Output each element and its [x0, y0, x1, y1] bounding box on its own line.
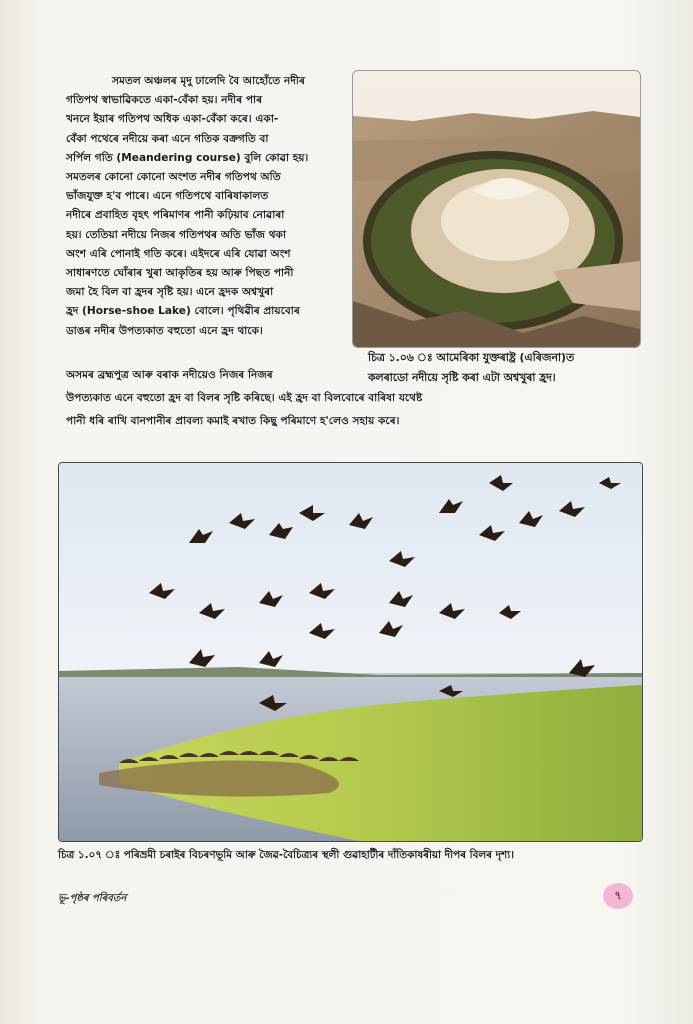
horseshoe-bend-illustration [353, 71, 640, 347]
paragraph-line: বেঁকা পথেৰে নদীয়ে কৰা এনে গতিক বক্ৰগতি বা [66, 132, 269, 145]
paragraph-line: সমতল অঞ্চলৰ মৃদু ঢালেদি বৈ আহোঁতে নদীৰ [112, 75, 305, 87]
horseshoe-lake-photo [352, 70, 641, 348]
body-paragraph [66, 72, 350, 341]
body-text-line: অসমৰ ব্ৰহ্মপুত্ৰ আৰু বৰাক নদীয়েও নিজৰ নিজৰ [66, 369, 273, 381]
paragraph-line: গতিপথ স্বাভাৱিকতে একা-বেঁকা হয়। নদীৰ পাৰ [66, 94, 263, 107]
paragraph-line: সৰ্পিল গতি (Meandering course) বুলি কোৱা হয়। [66, 151, 309, 164]
paragraph-line: জমা হৈ বিল বা হ্ৰদৰ সৃষ্টি হয়। এনে হ্ৰদক অশ্বখুৰা [66, 286, 274, 299]
body-text-line: পানী ধৰি ৰাখি বানপানীৰ প্ৰাবল্য কমাই ৰখাত কিছু পৰিমাণে হ'লেও সহায় কৰে। [66, 415, 400, 427]
paragraph-line: ডাঙৰ নদীৰ উপত্যকাত বহুতো এনে হ্ৰদ থাকে। [66, 324, 263, 337]
wetland-birds-photo [58, 462, 643, 842]
paragraph-line: সাধাৰণতে ঘোঁৰাৰ খুৰা আকৃতিৰ হয় আৰু পিছত পানী [66, 267, 294, 280]
paragraph-line: খননে ইয়াৰ গতিপথ অধিক একা-বেঁকা কৰে। একা- [66, 113, 279, 126]
body-text-line: উপত্যকাত এনে বহুতো হ্ৰদ বা বিলৰ সৃষ্টি কৰিছে। এই হ্ৰদ বা বিলবোৰে বাৰিষা যথেষ্ট [66, 392, 423, 404]
paragraph-line: হয়। তেতিয়া নদীয়ে নিজৰ গতিপথৰ অতি ভাঁজ থকা [66, 228, 287, 241]
paragraph-line: সমতলৰ কোনো কোনো অংশত নদীৰ গতিপথ অতি [66, 171, 281, 184]
paragraph-line: নদীৰে প্ৰবাহিত বৃহৎ পৰিমাণৰ পানী কঢ়িয়াব নোৱাৰা [66, 209, 285, 222]
figure-caption-2: চিত্ৰ ১.০৭ ঃ পৰিভ্ৰমী চৰাইৰ বিচৰণভূমি আৰু জৈৱ-বৈচিত্ৰ্যৰ স্থলী গুৱাহাটীৰ দাঁতিকাষৰীয়া দীপৰ বিলৰ দৃশ্য। [58, 849, 514, 861]
chapter-footer: ভূ-পৃষ্ঠৰ পৰিবৰ্তন [58, 893, 127, 904]
paragraph-line: ভাঁজযুক্ত হ'ব পাৰে। এনে গতিপথে বাৰিষাকালত [66, 190, 269, 203]
caption-line: কলৰাডো নদীয়ে সৃষ্টি কৰা এটা অশ্বখুৰা হ্ৰদ। [368, 371, 556, 384]
paragraph-line: অংশ এৰি পোনাই গতি কৰে। এইদৰে এৰি যোৱা অংশ [66, 247, 291, 260]
paragraph-line: হ্ৰদ (Horse-shoe Lake) বোলে। পৃথিৱীৰ প্ৰায়বোৰ [66, 305, 300, 318]
caption-line: চিত্ৰ ১.০৬ ঃ আমেৰিকা যুক্তৰাষ্ট্ৰ (এৰিজনা)ত [368, 351, 575, 364]
page-number-badge: ৭ [603, 883, 633, 909]
birds-over-wetland-illustration [59, 463, 642, 841]
